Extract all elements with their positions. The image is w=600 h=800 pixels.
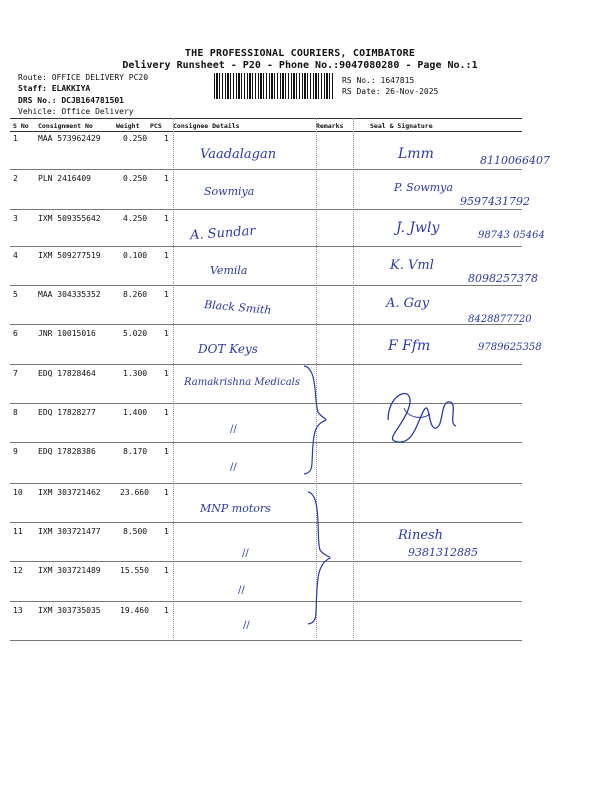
- row-consignment: IXM 509277519: [38, 251, 101, 260]
- signature: Lmm: [398, 146, 434, 162]
- row-pcs: 1: [164, 329, 169, 338]
- route-label: Route: OFFICE DELIVERY PC20: [18, 73, 149, 82]
- row-weight: 8.500: [123, 527, 148, 536]
- ditto-mark: //: [242, 548, 249, 559]
- row-pcs: 1: [164, 251, 169, 260]
- row-pcs: 1: [164, 369, 169, 378]
- row-sno: 6: [13, 329, 18, 338]
- row-pcs: 1: [164, 174, 169, 183]
- row-consignment: JNR 10015016: [38, 329, 96, 338]
- table-row: [10, 210, 522, 247]
- col-sno: S No: [13, 122, 29, 130]
- col-remarks: Remarks: [316, 122, 344, 130]
- row-pcs: 1: [164, 134, 169, 143]
- row-consignment: EDQ 17828277: [38, 408, 96, 417]
- signature: K. Vml: [390, 258, 434, 273]
- row-sno: 1: [13, 134, 18, 143]
- row-weight: 1.300: [123, 369, 148, 378]
- row-weight: 4.250: [123, 214, 148, 223]
- col-weight: Weight: [116, 122, 140, 130]
- phone-number: 8098257378: [468, 272, 538, 285]
- row-consignment: IXM 509355642: [38, 214, 101, 223]
- row-sno: 2: [13, 174, 18, 183]
- phone-number: 8428877720: [468, 314, 532, 325]
- row-consignment: MAA 304335352: [38, 290, 101, 299]
- barcode-image: [214, 73, 334, 99]
- row-sno: 8: [13, 408, 18, 417]
- row-weight: 0.250: [123, 134, 148, 143]
- row-sno: 3: [13, 214, 18, 223]
- ditto-mark: //: [243, 620, 250, 631]
- row-consignment: MAA 573962429: [38, 134, 101, 143]
- col-consignee: Consignee Details: [173, 122, 240, 130]
- row-sno: 7: [13, 369, 18, 378]
- signature: F Ffm: [388, 338, 431, 354]
- row-consignment: IXM 303721489: [38, 566, 101, 575]
- row-sno: 4: [13, 251, 18, 260]
- row-pcs: 1: [164, 566, 169, 575]
- row-weight: 0.250: [123, 174, 148, 183]
- consignee-name: Ramakrishna Medicals: [184, 377, 301, 388]
- signature: J. Jwly: [396, 220, 440, 236]
- row-consignment: PLN 2416409: [38, 174, 91, 183]
- row-sno: 9: [13, 447, 18, 456]
- phone-number: 8110066407: [480, 154, 550, 167]
- row-pcs: 1: [164, 488, 169, 497]
- phone-number: 9789625358: [478, 342, 542, 353]
- consignee-name: DOT Keys: [198, 342, 258, 356]
- table-row: [10, 325, 522, 365]
- col-sign: Seal & Signature: [370, 122, 433, 130]
- consignee-name: Vaadalagan: [200, 147, 277, 162]
- consignee-name: Black Smith: [203, 298, 272, 317]
- phone-number: 98743 05464: [478, 230, 545, 241]
- signature: Rinesh: [398, 528, 444, 543]
- row-pcs: 1: [164, 290, 169, 299]
- row-sno: 10: [13, 488, 23, 497]
- staff-label: Staff: ELAKKIYA: [18, 84, 91, 93]
- phone-number: 9381312885: [408, 546, 478, 559]
- row-sno: 5: [13, 290, 18, 299]
- row-pcs: 1: [164, 408, 169, 417]
- group-brace: [300, 362, 330, 477]
- row-weight: 5.020: [123, 329, 148, 338]
- row-consignment: EDQ 17828464: [38, 369, 96, 378]
- row-pcs: 1: [164, 214, 169, 223]
- signature-scribble: [378, 380, 468, 450]
- consignee-name: Sowmiya: [204, 185, 255, 198]
- table-row: [10, 602, 522, 641]
- vehicle-label: Vehicle: Office Delivery: [18, 107, 134, 116]
- row-weight: 1.400: [123, 408, 148, 417]
- row-consignment: IXM 303735035: [38, 606, 101, 615]
- row-weight: 23.660: [120, 488, 149, 497]
- row-sno: 13: [13, 606, 23, 615]
- phone-number: 9597431792: [460, 195, 530, 208]
- rs-date: RS Date: 26-Nov-2025: [342, 87, 439, 96]
- row-weight: 8.260: [123, 290, 148, 299]
- row-sno: 11: [13, 527, 23, 536]
- row-consignment: IXM 303721462: [38, 488, 101, 497]
- row-consignment: IXM 303721477: [38, 527, 101, 536]
- table-row: [10, 562, 522, 602]
- consignee-name: MNP motors: [200, 502, 271, 515]
- row-sno: 12: [13, 566, 23, 575]
- col-pcs: PCS: [150, 122, 162, 130]
- row-weight: 15.550: [120, 566, 149, 575]
- col-consignment: Consignment No: [38, 122, 93, 130]
- ditto-mark: //: [230, 462, 237, 473]
- row-weight: 0.100: [123, 251, 148, 260]
- consignee-name: Vemila: [210, 264, 248, 277]
- signature: A. Gay: [386, 296, 430, 311]
- row-consignment: EDQ 17828386: [38, 447, 96, 456]
- group-brace: [304, 488, 334, 628]
- ditto-mark: //: [238, 585, 245, 596]
- rs-number: RS No.: 1647815: [342, 76, 415, 85]
- company-title: THE PROFESSIONAL COURIERS, COIMBATORE: [184, 48, 416, 59]
- consignee-name: A. Sundar: [189, 223, 257, 244]
- table-row: [10, 247, 522, 286]
- drs-label: DRS No.: DCJB164781501: [18, 96, 124, 105]
- row-pcs: 1: [164, 606, 169, 615]
- row-weight: 19.460: [120, 606, 149, 615]
- runsheet-title: Delivery Runsheet - P20 - Phone No.:9047080280 - Page No.:1: [122, 60, 478, 71]
- row-weight: 8.170: [123, 447, 148, 456]
- row-pcs: 1: [164, 527, 169, 536]
- row-pcs: 1: [164, 447, 169, 456]
- signature: P. Sowmya: [394, 181, 453, 194]
- ditto-mark: //: [230, 424, 237, 435]
